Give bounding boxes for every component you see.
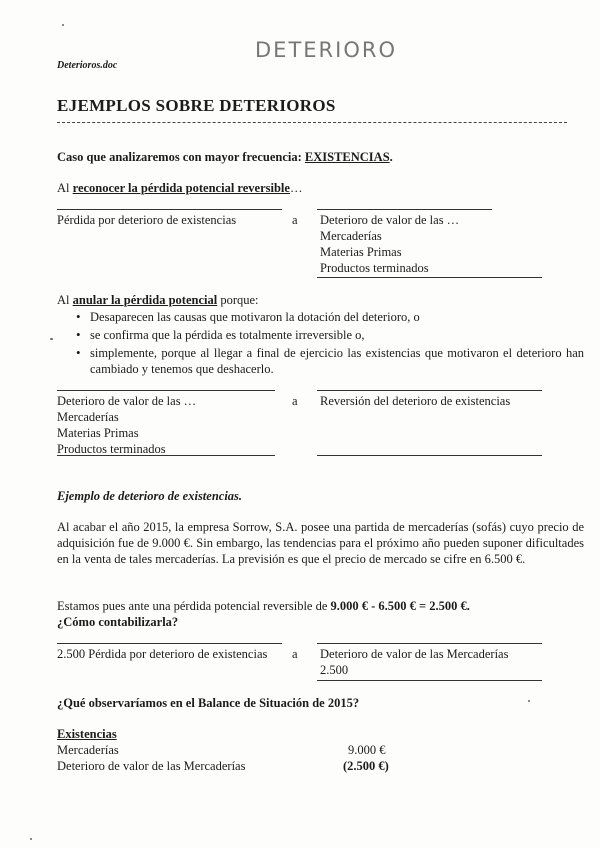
entry2-credit: Reversión del deterioro de existencias [320,394,511,408]
entry1-credit-line: Deterioro de valor de las … [320,213,460,227]
anular-line [57,292,259,308]
caso-highlight: EXISTENCIAS [304,150,390,164]
entry2-debit-line: Productos terminados [57,442,166,456]
reconocer-suffix: … [289,181,303,195]
anular-bullet: • se confirma que la pérdida es totalmente irreversible o, [72,327,584,343]
scan-speck [62,24,64,26]
anular-prefix: Al [57,293,73,307]
entry1-credit-line: Mercaderías [320,229,382,243]
estamos-line [57,598,470,614]
entry2-debit-line: Mercaderías [57,410,119,424]
reconocer-prefix: Al [57,181,73,195]
entry3-rule-left [57,643,282,644]
estamos-prefix: Estamos pues ante una pérdida potencial reversible de [57,599,331,613]
entry2-rule-left [57,390,275,391]
entry3-rule-bottom [317,680,542,681]
entry1-credit-line: Productos terminados [320,261,429,275]
file-name: Deterioros.doc [57,60,118,71]
balance-row-label: Mercaderías [57,743,119,757]
title-divider [57,122,567,123]
entry1-rule-left [57,209,282,210]
caso-suffix: . [389,150,393,164]
ejemplo-heading: Ejemplo de deterioro de existencias. [57,489,243,503]
entry1-rule-right [317,209,492,210]
entry2-a: a [292,394,298,408]
entry1-credit [320,212,459,276]
entry2-debit-line: Deterioro de valor de las … [57,394,197,408]
scan-speck [30,838,32,840]
handwritten-title: DETERIORO [255,38,397,62]
estamos-amount: 9.000 € - 6.500 € = 2.500 €. [330,599,470,613]
entry3-credit-line: 2.500 [320,663,349,677]
entry2-debit-line: Materias Primas [57,426,139,440]
entry1-debit: Pérdida por deterioro de existencias [57,213,237,227]
anular-suffix: porque: [217,293,259,307]
contabilizar-question: ¿Cómo contabilizarla? [57,615,179,629]
entry3-credit [320,646,508,678]
entry2-rule-bottom-right [317,455,542,456]
balance-row-value: (2.500 €) [343,759,389,773]
scan-speck [528,700,530,702]
anular-bullets [72,309,584,377]
balance-section-title: Existencias [57,727,117,741]
caso-prefix: Caso que analizaremos con mayor frecuencia: [57,150,305,164]
entry2-debit [57,393,196,457]
anular-underlined: anular la pérdida potencial [72,293,218,307]
ejemplo-paragraph: Al acabar el año 2015, la empresa Sorrow, S.A. posee una partida de mercaderías (sofás) cuyo precio de adquisición fue de 9.000 €. Sin embargo, las tendencias para el próximo año pueden suponer dificultades en la venta de tales mercaderías. La previsión es que el precio de mercado se cifre en 6.500 €. [57,520,584,566]
scan-speck [50,338,53,340]
balance-question: ¿Qué observaríamos en el Balance de Situación de 2015? [57,696,360,710]
balance-row-label: Deterioro de valor de las Mercaderías [57,759,246,773]
reconocer-underlined: reconocer la pérdida potencial reversible [72,181,290,195]
caso-line [57,149,393,165]
balance-row-value: 9.000 € [348,743,386,757]
entry1-credit-line: Materias Primas [320,245,402,259]
anular-bullet: • Desaparecen las causas que motivaron la dotación del deterioro, o [72,309,584,325]
entry3-a: a [292,647,298,661]
entry3-rule-right [317,643,542,644]
entry2-rule-right [317,390,542,391]
entry1-a: a [292,213,298,227]
entry3-credit-line: Deterioro de valor de las Mercaderías [320,647,509,661]
reconocer-line [57,180,302,196]
entry2-rule-bottom-left [57,455,275,456]
entry3-debit: 2.500 Pérdida por deterioro de existencias [57,647,268,661]
anular-bullet: • simplemente, porque al llegar a final de ejercicio las existencias que motivaron el deterioro han cambiado y tenemos que deshacerlo. [72,345,584,377]
page-title: EJEMPLOS SOBRE DETERIOROS [57,96,336,115]
entry1-rule-bottom [317,277,542,278]
